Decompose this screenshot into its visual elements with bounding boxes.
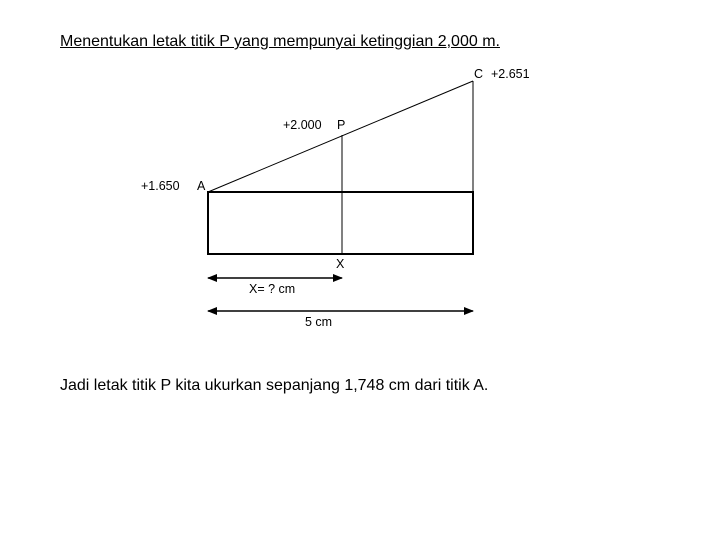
point-c-label: C	[474, 67, 484, 81]
distance-x-label: X= ? cm	[249, 282, 296, 296]
point-a-elevation: +1.650	[141, 179, 180, 193]
distance-total-label: 5 cm	[305, 315, 333, 329]
x-marker-label: X	[336, 257, 345, 271]
slope-line-a-c	[208, 81, 473, 192]
point-p-elevation: +2.000	[283, 118, 322, 132]
page-title: Menentukan letak titik P yang mempunyai ketinggian 2,000 m.	[60, 33, 500, 50]
conclusion-text: Jadi letak titik P kita ukurkan sepanjang 1,748 cm dari titik A.	[60, 377, 489, 394]
point-p-label: P	[337, 118, 346, 132]
point-c-elevation: +2.651	[491, 67, 530, 81]
base-rectangle	[208, 192, 473, 254]
point-a-label: A	[197, 179, 206, 193]
